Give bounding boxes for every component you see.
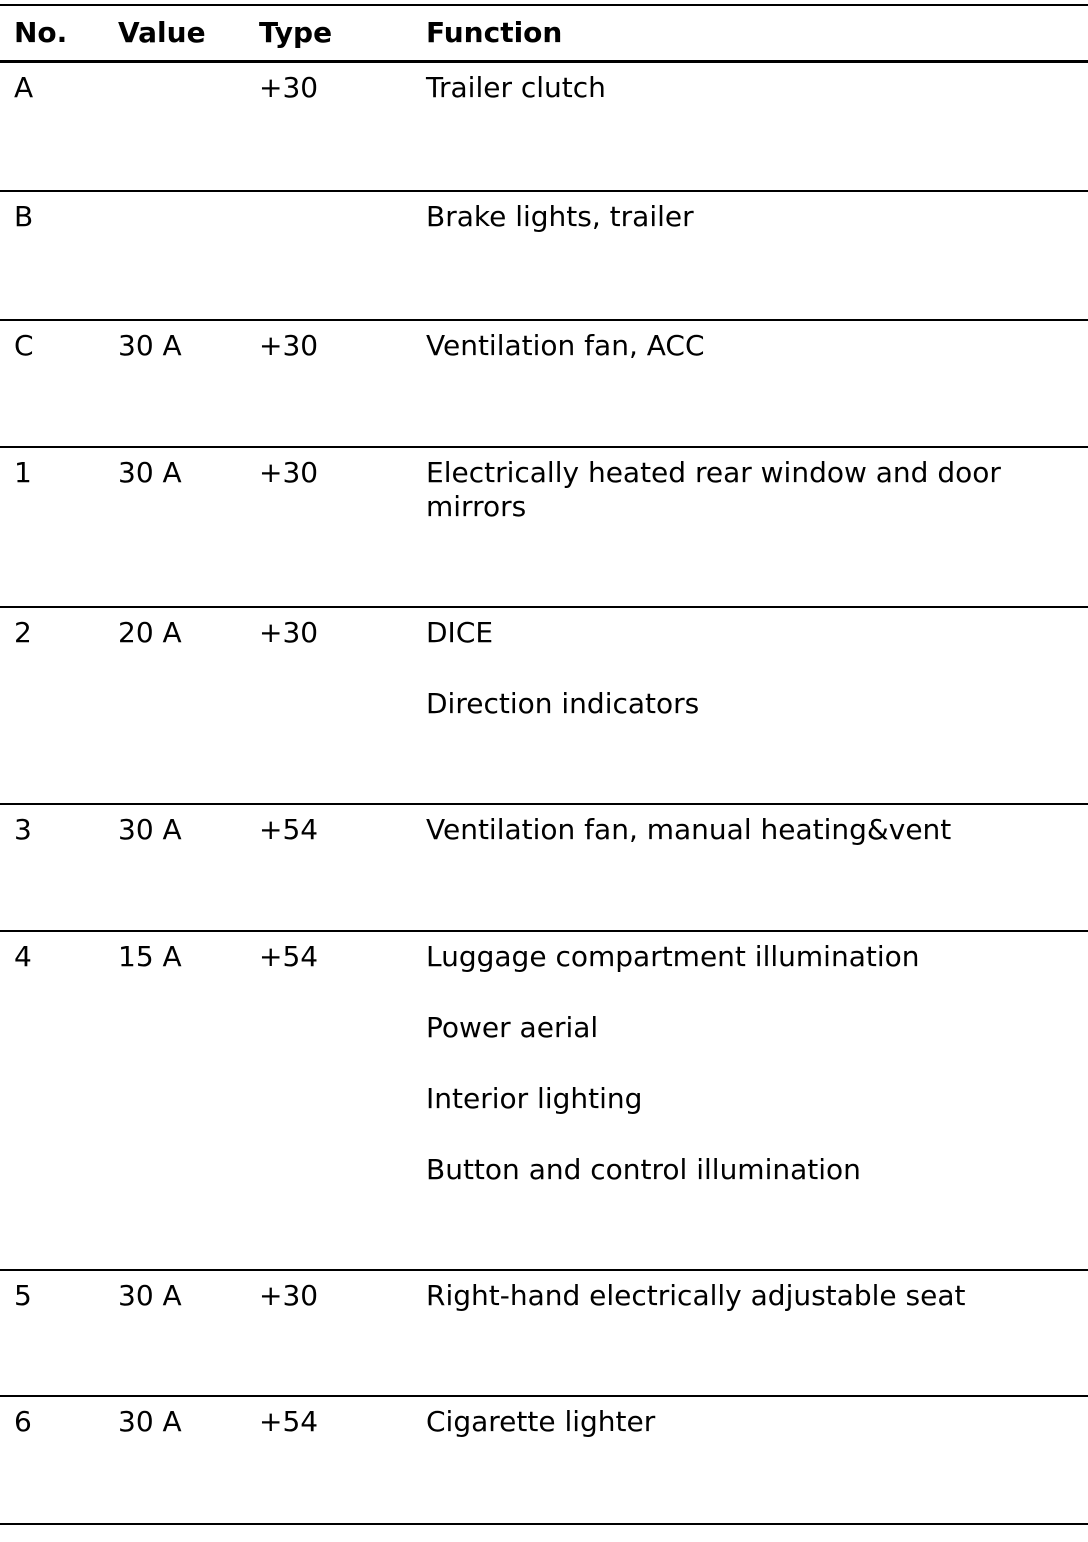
- fuse-type: +54: [259, 1405, 319, 1438]
- function-line: Right-hand electrically adjustable seat: [426, 1279, 966, 1312]
- fuse-type: +30: [259, 329, 319, 362]
- fuse-function: [426, 456, 1046, 524]
- table-row: [0, 1271, 1088, 1397]
- fuse-number: 2: [14, 616, 32, 649]
- fuse-function: [426, 813, 1046, 847]
- table-row: [0, 1397, 1088, 1525]
- fuse-number: 3: [14, 813, 32, 846]
- fuse-function: [426, 616, 1046, 721]
- fuse-value: 20 A: [118, 616, 182, 649]
- fuse-number: 4: [14, 940, 32, 973]
- table-row: [0, 192, 1088, 321]
- fuse-number: 6: [14, 1405, 32, 1438]
- fuse-number: A: [14, 71, 34, 104]
- table-row: [0, 321, 1088, 448]
- fuse-function: [426, 200, 1046, 234]
- function-line: Cigarette lighter: [426, 1405, 656, 1438]
- fuse-function: [426, 940, 1046, 1187]
- fuse-value: 30 A: [118, 456, 182, 489]
- fuse-value: 15 A: [118, 940, 182, 973]
- function-line: Power aerial: [426, 1011, 599, 1044]
- fuse-function: [426, 329, 1046, 363]
- fuse-function: [426, 1405, 1046, 1439]
- function-line: Ventilation fan, manual heating&vent: [426, 813, 952, 846]
- function-line: Brake lights, trailer: [426, 200, 694, 233]
- fuse-type: +54: [259, 940, 319, 973]
- fuse-table-body: [0, 63, 1088, 1525]
- header-type: Type: [259, 16, 333, 49]
- fuse-type: +30: [259, 616, 319, 649]
- fuse-number: 5: [14, 1279, 32, 1312]
- table-row: [0, 448, 1088, 608]
- table-row: [0, 63, 1088, 192]
- function-line: Trailer clutch: [426, 71, 606, 104]
- fuse-function: [426, 1279, 1046, 1313]
- table-header: [0, 6, 1088, 63]
- function-line: Direction indicators: [426, 687, 700, 720]
- fuse-number: 1: [14, 456, 32, 489]
- header-no: No.: [14, 16, 68, 49]
- fuse-value: 30 A: [118, 1279, 182, 1312]
- function-line: Electrically heated rear window and door mirrors: [426, 456, 1001, 523]
- table-row: [0, 608, 1088, 805]
- function-line: Luggage compartment illumination: [426, 940, 920, 973]
- fuse-type: +30: [259, 71, 319, 104]
- function-line: DICE: [426, 616, 494, 649]
- header-value: Value: [118, 16, 206, 49]
- function-line: Interior lighting: [426, 1082, 643, 1115]
- fuse-type: +30: [259, 456, 319, 489]
- fuse-number: C: [14, 329, 34, 362]
- fuse-type: +54: [259, 813, 319, 846]
- fuse-number: B: [14, 200, 34, 233]
- fuse-value: 30 A: [118, 1405, 182, 1438]
- table-row: [0, 805, 1088, 932]
- function-line: Ventilation fan, ACC: [426, 329, 705, 362]
- header-function: Function: [426, 16, 563, 49]
- function-line: Button and control illumination: [426, 1153, 861, 1186]
- fuse-value: 30 A: [118, 329, 182, 362]
- table-row: [0, 932, 1088, 1271]
- fuse-value: 30 A: [118, 813, 182, 846]
- fuse-type: +30: [259, 1279, 319, 1312]
- fuse-function: [426, 71, 1046, 105]
